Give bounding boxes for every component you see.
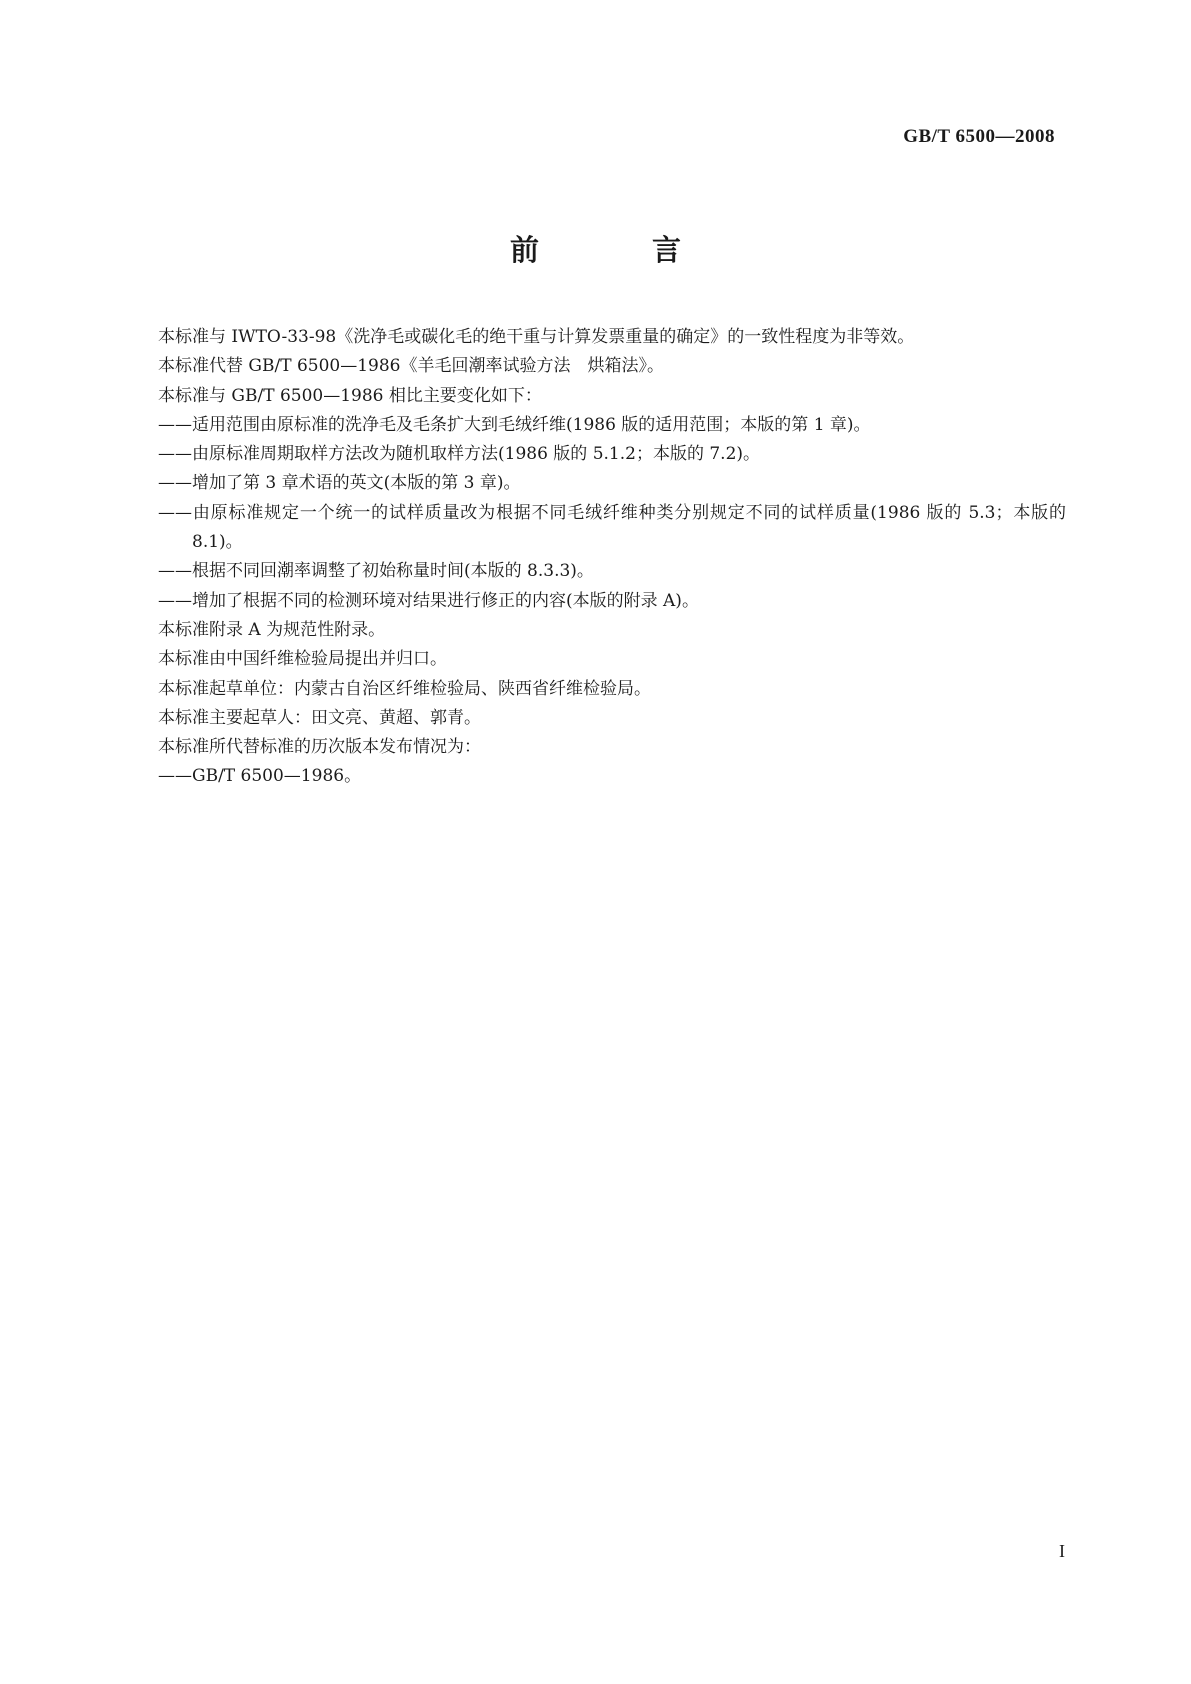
change-text: 增加了根据不同的检测环境对结果进行修正的内容(本版的附录 A)。 — [192, 590, 699, 611]
paragraph-history-intro: 本标准所代替标准的历次版本发布情况为： — [158, 737, 481, 758]
dash-mark: —— — [158, 444, 192, 465]
list-item-change — [124, 499, 1066, 558]
dash-mark: —— — [158, 502, 192, 523]
dash-mark: —— — [158, 766, 192, 787]
dash-mark: —— — [158, 473, 192, 494]
list-item-change — [124, 587, 1066, 616]
paragraph-drafters: 本标准主要起草人：田文亮、黄超、郭青。 — [158, 707, 481, 728]
paragraph-drafting-units: 本标准起草单位：内蒙古自治区纤维检验局、陕西省纤维检验局。 — [158, 678, 651, 699]
change-text: 由原标准规定一个统一的试样质量改为根据不同毛绒纤维种类分别规定不同的试样质量(1986 版的 5.3；本版的 8.1)。 — [192, 502, 1066, 553]
list-item-change — [124, 469, 1066, 498]
document-body — [124, 323, 1066, 792]
change-text: 根据不同回潮率调整了初始称量时间(本版的 8.3.3)。 — [192, 561, 594, 582]
page-number: I — [1059, 1541, 1065, 1561]
change-text: 增加了第 3 章术语的英文(本版的第 3 章)。 — [192, 473, 521, 494]
paragraph-equivalence: 本标准与 IWTO-33-98《洗净毛或碳化毛的绝干重与计算发票重量的确定》的一致性程度为非等效。 — [158, 327, 915, 347]
list-item-change — [124, 440, 1066, 469]
change-text: 适用范围由原标准的洗净毛及毛条扩大到毛绒纤维(1986 版的适用范围；本版的第 1 章)。 — [192, 414, 871, 435]
standard-number: GB/T 6500—2008 — [903, 126, 1055, 147]
paragraph-proposer: 本标准由中国纤维检验局提出并归口。 — [158, 649, 447, 670]
list-item-change — [124, 411, 1066, 440]
list-item-history — [124, 762, 1066, 791]
list-item-change — [124, 557, 1066, 586]
history-text: GB/T 6500—1986。 — [192, 766, 362, 787]
paragraph-annex: 本标准附录 A 为规范性附录。 — [158, 619, 386, 640]
dash-mark: —— — [158, 561, 192, 582]
change-text: 由原标准周期取样方法改为随机取样方法(1986 版的 5.1.2；本版的 7.2)。 — [192, 444, 761, 465]
dash-mark: —— — [158, 590, 192, 611]
paragraph-changes-intro: 本标准与 GB/T 6500—1986 相比主要变化如下： — [158, 385, 542, 406]
page-title: 前 言 — [509, 233, 723, 267]
dash-mark: —— — [158, 414, 192, 435]
paragraph-replaces: 本标准代替 GB/T 6500—1986《羊毛回潮率试验方法 烘箱法》。 — [158, 356, 664, 377]
